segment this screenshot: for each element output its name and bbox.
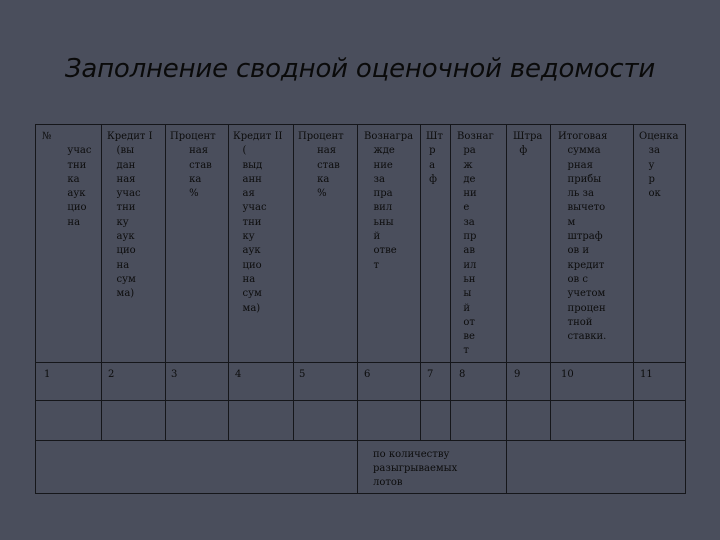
table-border-top: [35, 124, 686, 125]
header-credit-2: Кредит II ( выд анн ая учас тни ку аук цио на сум ма): [233, 131, 283, 314]
column-number: 5: [299, 369, 306, 380]
col-border: [685, 124, 686, 493]
header-reward: Вознагра жде ние за пра вил ьны й отве т: [364, 131, 414, 271]
header-row-bottom: [35, 362, 686, 363]
header-penalty-2: Штра ф: [513, 131, 543, 157]
col-border: [357, 124, 358, 493]
column-number: 8: [459, 369, 466, 380]
col-border: [228, 124, 229, 440]
col-border: [35, 124, 36, 493]
column-number: 6: [364, 369, 371, 380]
header-total-profit: Итоговая сумма рная прибы ль за вычето м штраф ов и кредит ов с учетом процен тной ставки.: [558, 131, 608, 343]
col-border: [293, 124, 294, 440]
column-number: 10: [561, 369, 574, 380]
column-number: 11: [640, 369, 653, 380]
col-border: [550, 124, 551, 440]
col-border: [165, 124, 166, 440]
data-row-bottom: [35, 440, 686, 441]
col-border: [101, 124, 102, 440]
col-border: [420, 124, 421, 440]
column-number: 9: [514, 369, 521, 380]
column-number: 1: [44, 369, 51, 380]
header-participant-number: № учас тни ка аук цио на: [42, 131, 92, 228]
col-border: [633, 124, 634, 440]
column-number: 4: [235, 369, 242, 380]
header-lesson-grade: Оценка за у р ок: [639, 131, 679, 200]
column-number: 7: [427, 369, 434, 380]
number-row-bottom: [35, 400, 686, 401]
column-number: 3: [171, 369, 178, 380]
table-border-bottom: [35, 493, 686, 494]
column-number: 2: [108, 369, 115, 380]
lots-count-note: по количеству разыгрываемых лотов: [373, 449, 458, 488]
header-penalty-1: Шт р а ф: [426, 131, 443, 185]
header-reward-2: Вознаг ра ж де ни е за пр ав ил ьн ы й от ве т: [457, 131, 494, 357]
header-credit-1: Кредит I (вы дан ная учас тни ку аук цио на сум ма): [107, 131, 153, 300]
header-interest-rate-1: Процент ная став ка %: [170, 131, 216, 200]
col-border: [506, 124, 507, 493]
col-border: [450, 124, 451, 440]
slide-title: Заполнение сводной оценочной ведомости: [64, 54, 656, 84]
header-interest-rate-2: Процент ная став ка %: [298, 131, 344, 200]
